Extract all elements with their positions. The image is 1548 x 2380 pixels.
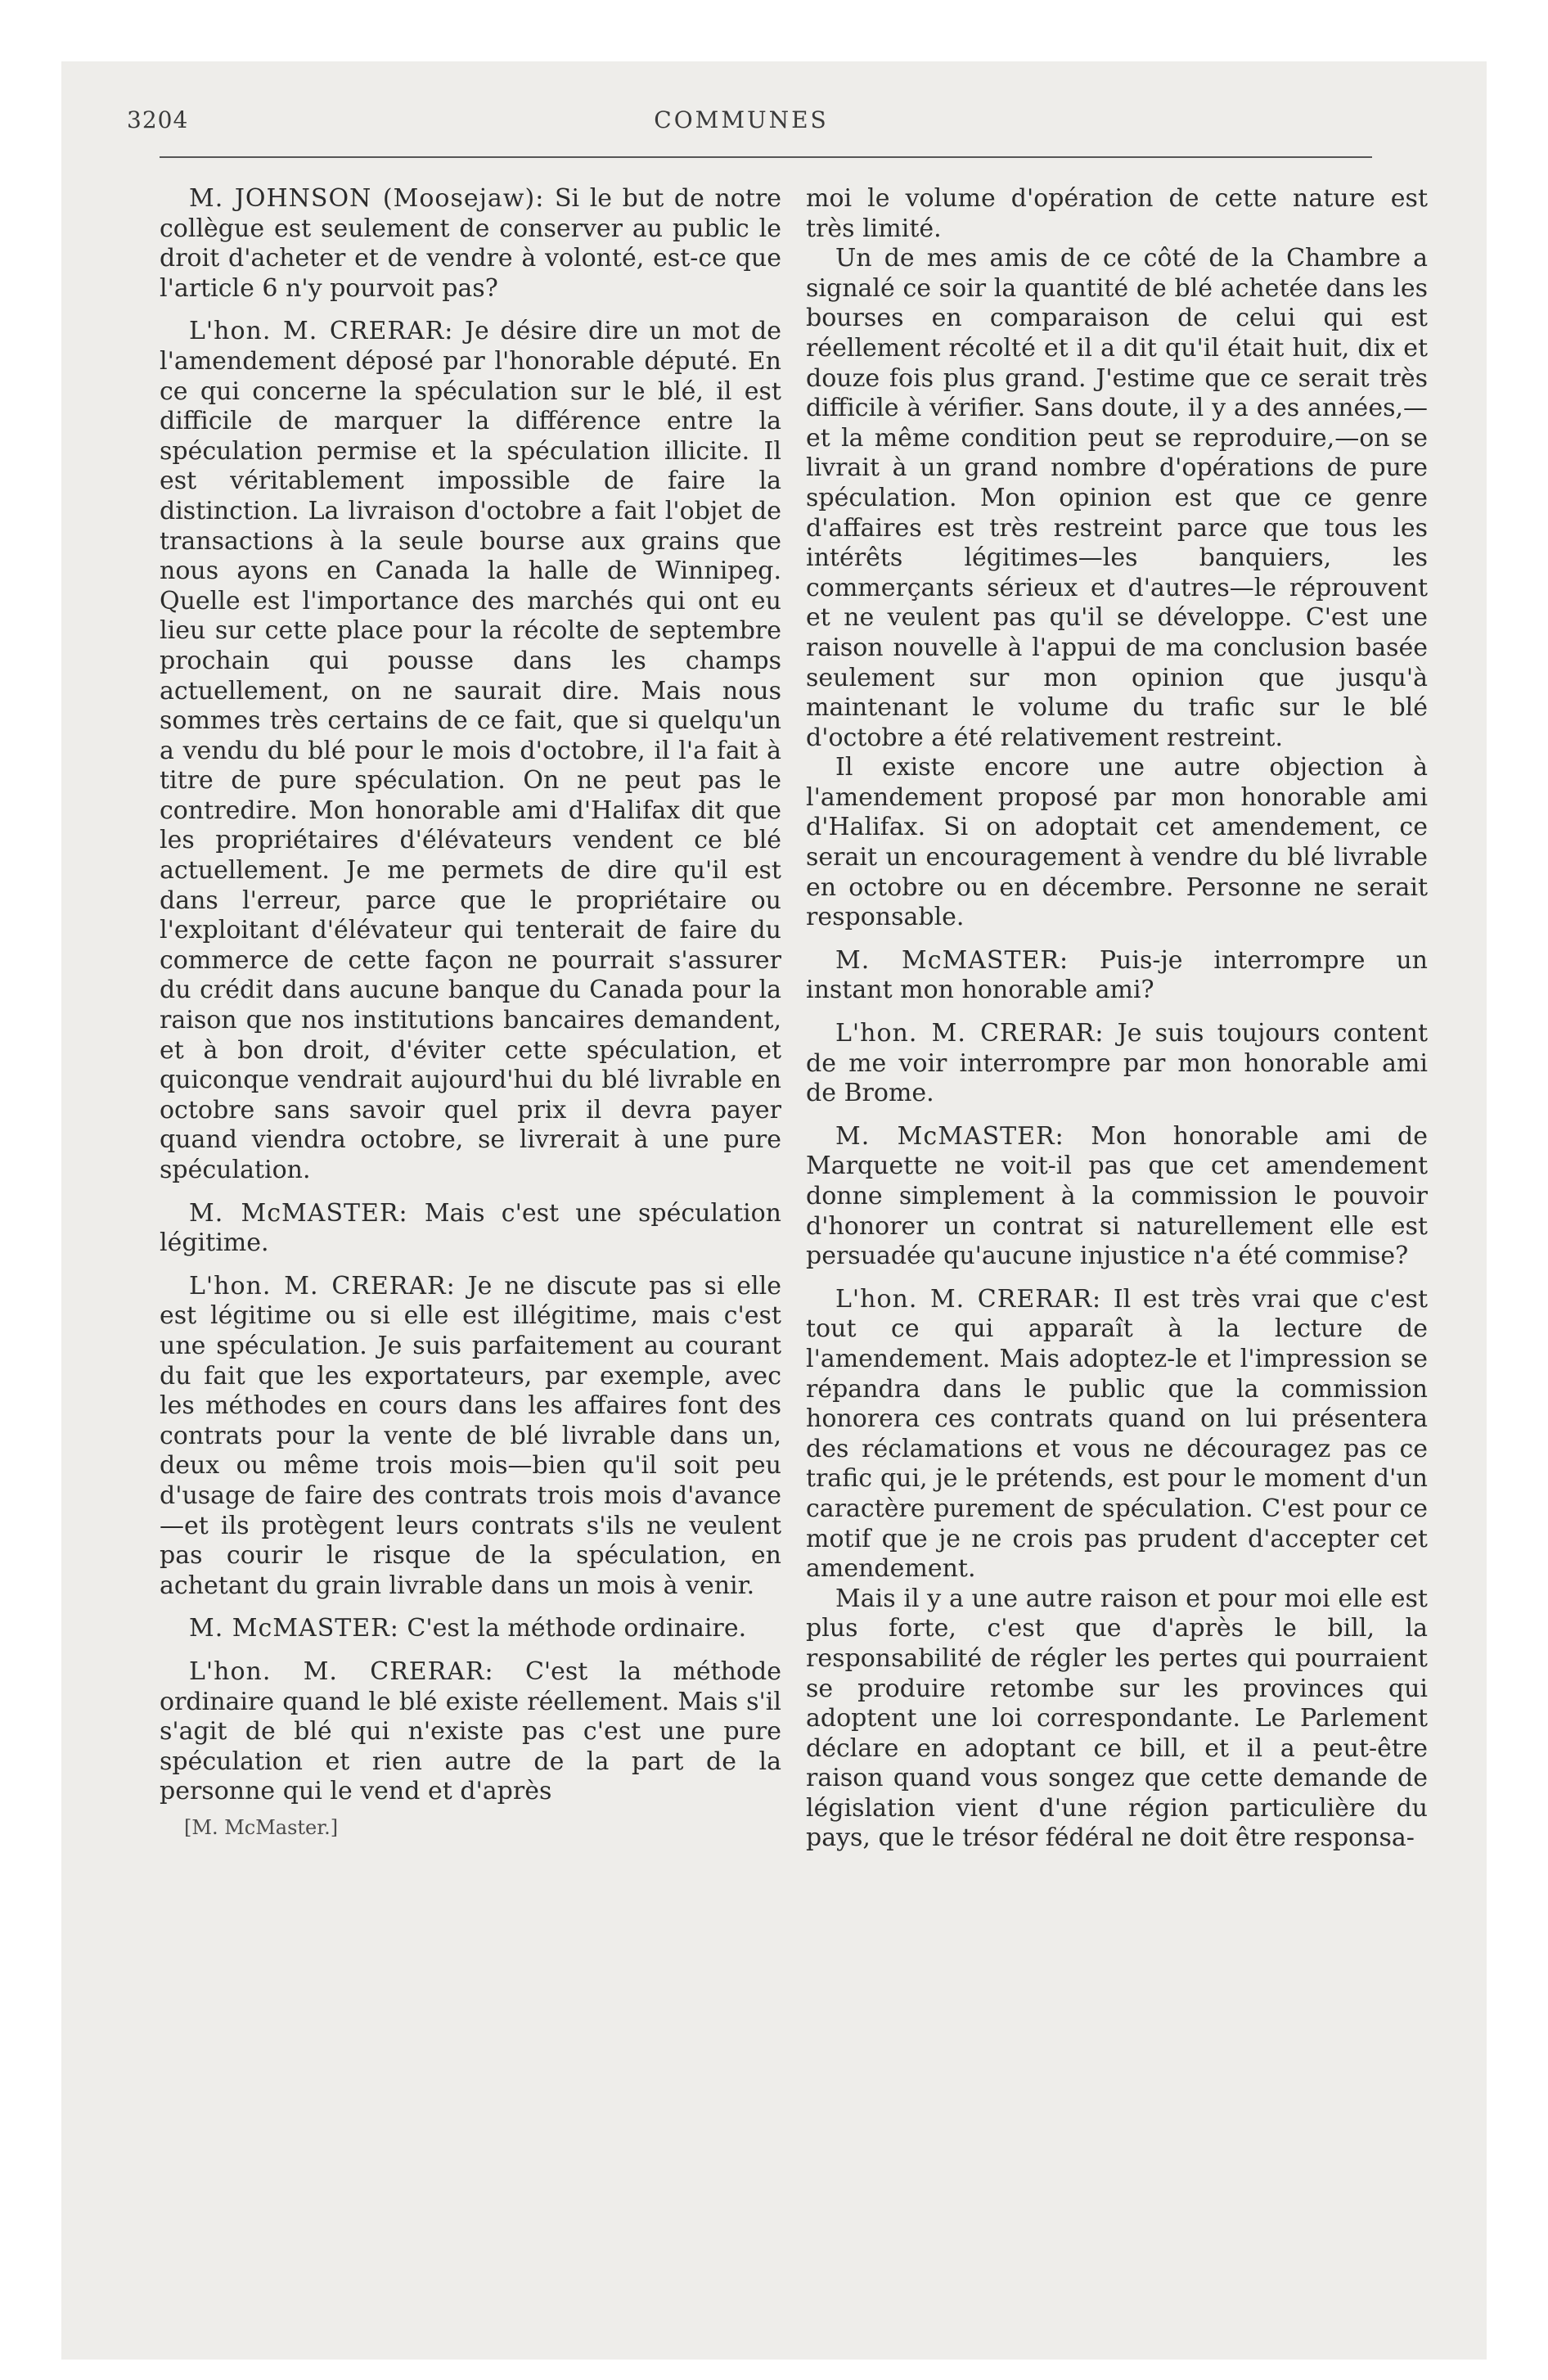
paragraph-text: moi le volume d'opération de cette nature est très limité.	[806, 184, 1428, 243]
paragraph	[160, 317, 781, 1185]
paragraph	[160, 1272, 781, 1602]
speaker-footer-tag: [M. McMaster.]	[184, 1815, 339, 1839]
paragraph-text: Je suis toujours content de me voir interrompre par mon honorable ami de Brome.	[806, 1019, 1428, 1108]
paragraph	[806, 753, 1428, 933]
speaker-name: M. McMASTER:	[835, 1121, 1064, 1151]
speaker-name: M. McMASTER:	[189, 1614, 399, 1643]
page-header	[127, 106, 1356, 139]
right-column	[806, 184, 1428, 1854]
speaker-name: M. JOHNSON (Moosejaw):	[189, 184, 545, 213]
speaker-name: M. McMASTER:	[835, 945, 1069, 975]
paragraph	[806, 184, 1428, 244]
paragraph-text: Un de mes amis de ce côté de la Chambre a signalé ce soir la quantité de blé achetée dans les bourses en comparaison de celui qui est réellement récolté et il a dit qu'il était huit, dix et douze fois plus grand. J'estime que ce serait très difficile à vérifier. Sans doute, il y a des années,—et la même condition peut se reproduire,—on se livrait à un grand nombre d'opérations de pure spéculation. Mon opinion est que ce genre d'affaires est très restreint parce que tous les intérêts légitimes—les banquiers, les commerçants sérieux et d'autres—le réprouvent et ne veulent pas qu'il se développe. C'est une raison nouvelle à l'appui de ma conclusion basée seulement sur mon opinion que jusqu'à maintenant le volume du trafic sur le blé d'octobre a été relativement restreint.	[806, 244, 1428, 752]
paragraph-text: Mais c'est une spéculation légitime.	[160, 1198, 781, 1258]
paragraph	[806, 1019, 1428, 1109]
paragraph	[806, 1122, 1428, 1272]
speaker-name: L'hon. M. CRERAR:	[835, 1284, 1102, 1314]
page-number: 3204	[127, 106, 189, 133]
speaker-name: M. McMASTER:	[189, 1198, 408, 1228]
scanned-page	[61, 61, 1487, 2360]
running-head: COMMUNES	[654, 106, 829, 133]
speaker-name: L'hon. M. CRERAR:	[189, 1657, 494, 1686]
paragraph	[806, 244, 1428, 753]
paragraph-text: Mais il y a une autre raison et pour moi elle est plus forte, c'est que d'après le bill, la responsabilité de régler les pertes qui pourraient se produire retombe sur les provinces qui adoptent une loi correspondante. Le Parlement déclare en adoptant ce bill, et il a peut-être raison quand vous songez que cette demande de législation vient d'une région particulière du pays, que le trésor fédéral ne doit être responsa-	[806, 1584, 1428, 1853]
header-rule	[160, 156, 1372, 158]
paragraph-text: Si le but de notre collègue est seulement de conserver au public le droit d'acheter et de vendre à volonté, est-ce que l'article 6 n'y pourvoit pas?	[160, 184, 781, 303]
paragraph	[160, 184, 781, 304]
paragraph-text: C'est la méthode ordinaire.	[407, 1614, 747, 1643]
speaker-name: L'hon. M. CRERAR:	[189, 1271, 456, 1300]
speaker-name: L'hon. M. CRERAR:	[189, 317, 454, 346]
paragraph	[806, 1285, 1428, 1584]
paragraph-text: Je désire dire un mot de l'amendement déposé par l'honorable député. En ce qui concerne la spéculation sur le blé, il est difficile de marquer la différence entre la spéculation permise et la spéculation illicite. Il est véritablement impossible de faire la distinction. La livraison d'octobre a fait l'objet de transactions à la seule bourse aux grains que nous ayons en Canada la halle de Winnipeg. Quelle est l'importance des marchés qui ont eu lieu sur cette place pour la récolte de septembre prochain qui pousse dans les champs actuellement, on ne saurait dire. Mais nous sommes très certains de ce fait, que si quelqu'un a vendu du blé pour le mois d'octobre, il l'a fait à titre de pure spéculation. On ne peut pas le contredire. Mon honorable ami d'Halifax dit que les propriétaires d'élévateurs vendent ce blé actuellement. Je me permets de dire qu'il est dans l'erreur, parce que le propriétaire ou l'exploitant d'élévateur qui tenterait de faire du commerce de cette façon ne pourrait s'assurer du crédit dans aucune banque du Canada pour la raison que nos institutions bancaires demandent, et à bon droit, d'éviter cette spéculation, et quiconque vendrait aujourd'hui du blé livrable en octobre sans savoir quel prix il devra payer quand viendra octobre, se livrerait à une pure spéculation.	[160, 317, 782, 1184]
paragraph	[160, 1657, 781, 1807]
paragraph	[806, 946, 1428, 1006]
paragraph-text: Il est très vrai que c'est tout ce qui apparaît à la lecture de l'amendement. Mais adoptez-le et l'impression se répandra dans le public que la commission honorera ces contrats quand on lui présentera des réclamations et vous ne découragez pas ce trafic qui, je le prétends, est pour le moment d'un caractère purement de spéculation. C'est pour ce motif que je ne crois pas prudent d'accepter cet amendement.	[806, 1284, 1429, 1584]
left-column	[160, 184, 781, 1840]
paragraph-text: Il existe encore une autre objection à l'amendement proposé par mon honorable ami d'Halifax. Si on adoptait cet amendement, ce serait un encouragement à vendre du blé livrable en octobre ou en décembre. Personne ne serait responsable.	[806, 753, 1428, 932]
paragraph	[806, 1584, 1428, 1854]
speaker-name: L'hon. M. CRERAR:	[835, 1019, 1105, 1048]
paragraph-text: C'est la méthode ordinaire quand le blé existe réellement. Mais s'il s'agit de blé qui n'existe pas c'est une pure spéculation et rien autre de la part de la personne qui le vend et d'après	[160, 1657, 782, 1806]
paragraph-text: Puis-je interrompre un instant mon honorable ami?	[806, 945, 1428, 1005]
paragraph	[160, 1614, 781, 1644]
paragraph	[160, 1199, 781, 1259]
paragraph-text: Je ne discute pas si elle est légitime ou si elle est illégitime, mais c'est une spéculation. Je suis parfaitement au courant du fait que les exportateurs, par exemple, avec les méthodes en cours dans les affaires font des contrats pour la vente de blé livrable dans un, deux ou même trois mois—bien qu'il soit peu d'usage de faire des contrats trois mois d'avance—et ils protègent leurs contrats s'ils ne veulent pas courir le risque de la spéculation, en achetant du grain livrable dans un mois à venir.	[160, 1271, 781, 1600]
paragraph-text: Mon honorable ami de Marquette ne voit-il pas que cet amendement donne simplement à la commission le pouvoir d'honorer un contrat si naturellement elle est persuadée qu'aucune injustice n'a été commise?	[806, 1121, 1428, 1271]
